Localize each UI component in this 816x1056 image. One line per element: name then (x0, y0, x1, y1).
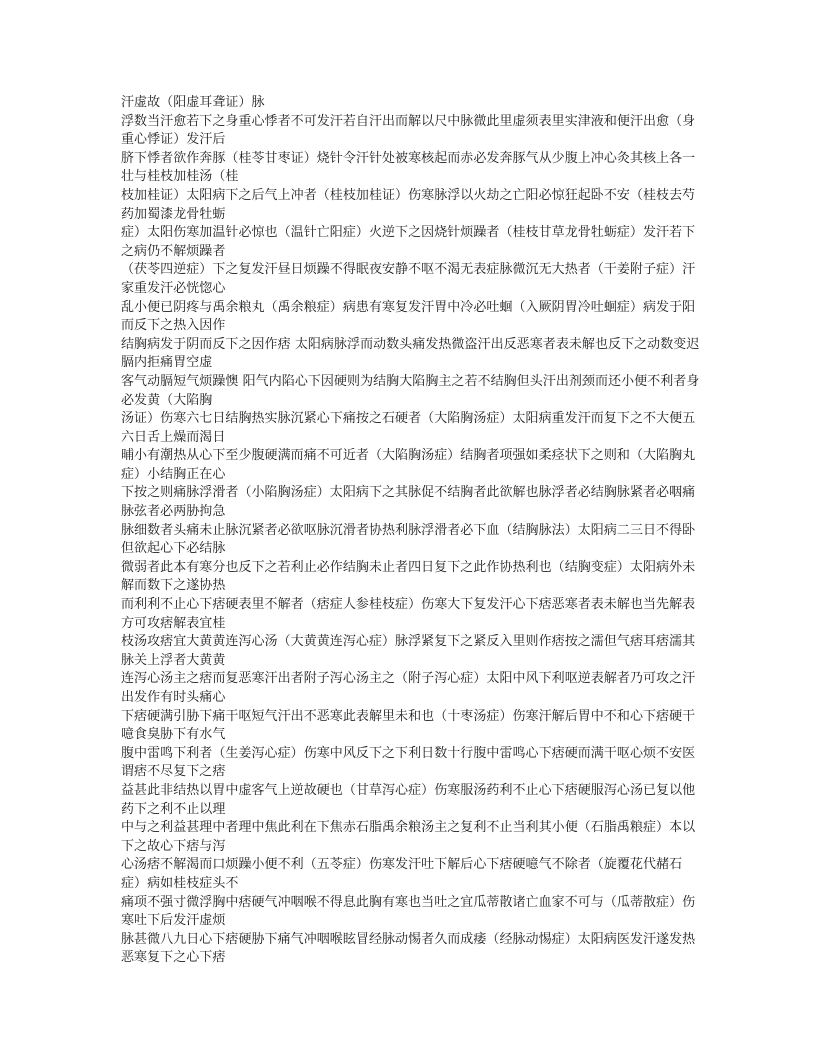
body-paragraph: 症）太阳伤寒加温针必惊也（温针亡阳症）火逆下之因烧针烦躁者（桂枝甘草龙骨牡蛎症）发汗若下之病仍不解烦躁者 (121, 225, 696, 259)
body-paragraph: 下痞硬满引胁下痛干呕短气汗出不恶寒此表解里未和也（十枣汤症）伤寒汗解后胃中不和心下痞硬干噫食臭胁下有水气 (121, 708, 696, 743)
body-paragraph: 枝加桂证）太阳病下之后气上冲者（桂枝加桂证）伤寒脉浮以火劫之亡阳必惊狂起卧不安（桂枝去芍药加蜀漆龙骨牡蛎 (121, 187, 696, 222)
body-paragraph: 脉细数者头痛未止脉沉紧者必欲呕脉沉滑者协热利脉浮滑者必下血（结胸脉法）太阳病二三日不得卧但欲起心下必结脉 (121, 522, 696, 557)
document-body-text (121, 94, 701, 968)
body-paragraph: 乱小便已阴疼与禹余粮丸（禹余粮症）病患有寒复发汗胃中冷必吐蛔（入厥阴胃冷吐蛔症）病发于阳而反下之热入因作 (121, 299, 696, 334)
body-paragraph: 连泻心汤主之痞而复恶寒汗出者附子泻心汤主之（附子泻心症）太阳中风下利呕逆表解者乃可攻之汗出发作有时头痛心 (121, 671, 696, 705)
body-paragraph: （茯苓四逆症）下之复发汗昼日烦躁不得眠夜安静不呕不渴无表症脉微沉无大热者（干姜附子症）汗家重发汗必恍惚心 (121, 262, 696, 296)
body-paragraph: 微弱者此本有寒分也反下之若利止必作结胸未止者四日复下之此作协热利也（结胸变症）太阳病外未解而数下之遂协热 (121, 559, 696, 594)
body-paragraph: 益甚此非结热以胃中虚客气上逆故硬也（甘草泻心症）伤寒服汤药利不止心下痞硬服泻心汤已复以他药下之利不止以理 (121, 782, 696, 817)
body-paragraph: 浮数当汗愈若下之身重心悸者不可发汗若自汗出而解以尺中脉微此里虚须表里实津液和便汗出愈（身重心悸证）发汗后 (121, 113, 696, 148)
body-paragraph: 而利利不止心下痞硬表里不解者（痞症人参桂枝症）伤寒大下复发汗心下痞恶寒者表未解也当先解表方可攻痞解表宜桂 (121, 597, 696, 631)
body-paragraph: 枝汤攻痞宜大黄黄连泻心汤（大黄黄连泻心症）脉浮紧复下之紧反入里则作痞按之濡但气痞耳痞濡其脉关上浮者大黄黄 (121, 634, 696, 668)
body-paragraph: 痛项不强寸微浮胸中痞硬气冲咽喉不得息此胸有寒也当吐之宜瓜蒂散诸亡血家不可与（瓜蒂散症）伤寒吐下后发汗虚烦 (121, 894, 696, 929)
body-paragraph: 客气动膈短气烦躁懊 阳气内陷心下因硬则为结胸大陷胸主之若不结胸但头汗出剂颈而还小便不利者身必发黄（大陷胸 (121, 373, 700, 408)
body-paragraph: 脉甚微八九日心下痞硬胁下痛气冲咽喉眩冒经脉动惕者久而成痿（经脉动惕症）太阳病医发汗遂发热恶寒复下之心下痞 (121, 931, 696, 966)
body-paragraph: 汤证）伤寒六七日结胸热实脉沉紧心下痛按之石硬者（大陷胸汤症）太阳病重发汗而复下之不大便五六日舌上燥而渴日 (121, 411, 696, 445)
body-paragraph: 腹中雷鸣下利者（生姜泻心症）伤寒中风反下之下利日数十行腹中雷鸣心下痞硬而满干呕心烦不安医谓痞不尽复下之痞 (121, 745, 696, 780)
body-paragraph: 下按之则痛脉浮滑者（小陷胸汤症）太阳病下之其脉促不结胸者此欲解也脉浮者必结胸脉紧者必咽痛脉弦者必两胁拘急 (121, 485, 696, 520)
body-paragraph: 心汤痞不解渴而口烦躁小便不利（五苓症）伤寒发汗吐下解后心下痞硬噫气不除者（旋覆花代赭石症）病如桂枝症头不 (121, 857, 683, 891)
body-paragraph: 结胸病发于阴而反下之因作痞 太阳病脉浮而动数头痛发热微盗汗出反恶寒者表未解也反下之动数变迟膈内拒痛胃空虚 (121, 336, 700, 371)
body-paragraph: 脐下悸者欲作奔豚（桂苓甘枣证）烧针令汗针处被寒核起而赤必发奔豚气从少腹上冲心灸其核上各一壮与桂枝加桂汤（桂 (121, 150, 696, 185)
body-paragraph: 中与之利益甚理中者理中焦此利在下焦赤石脂禹余粮汤主之复利不止当利其小便（石脂禹粮症）本以下之故心下痞与泻 (121, 820, 696, 854)
body-paragraph: 汗虚故（阳虚耳聋证）脉 (121, 95, 265, 110)
body-paragraph: 晡小有潮热从心下至少腹硬满而痛不可近者（大陷胸汤症）结胸者项强如柔痉状下之则和（大陷胸丸症）小结胸正在心 (121, 448, 696, 482)
